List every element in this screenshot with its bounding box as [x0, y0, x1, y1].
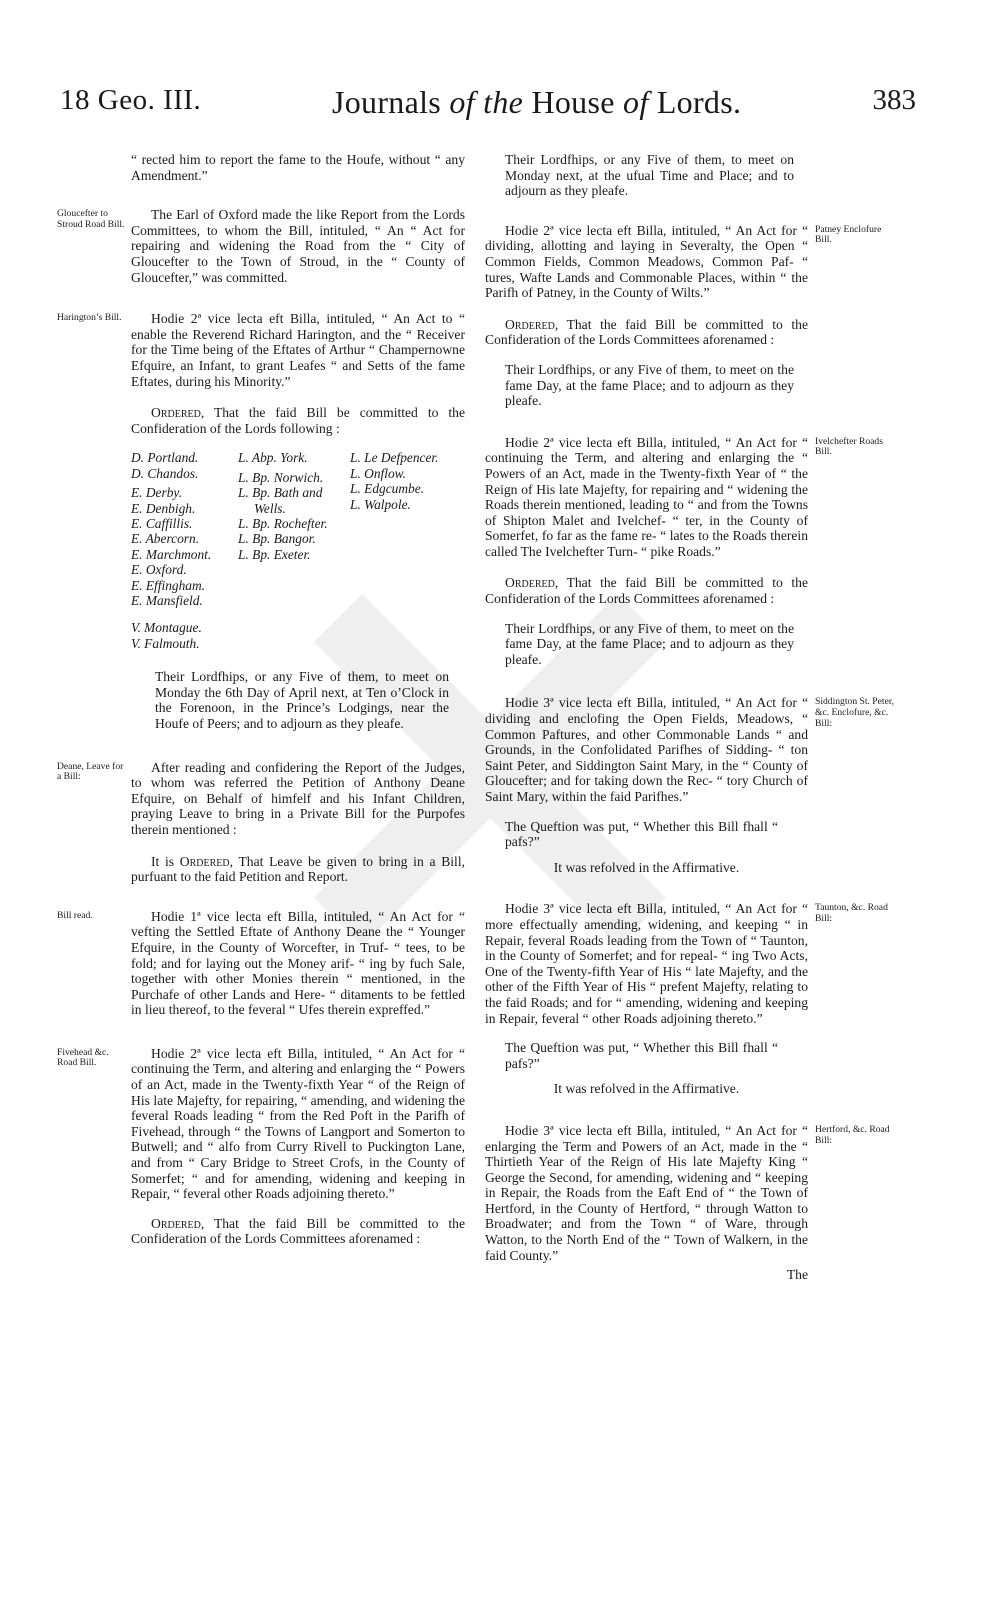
margin-note-siddington: Siddington St. Peter, &c. Enclofure, &c. Bill: [815, 696, 895, 729]
lord-name: V. Montague. [131, 620, 202, 636]
margin-note-deane: Deane, Leave for a Bill: [57, 760, 124, 783]
margin-note-harington: Harington’s Bill. [57, 312, 122, 324]
right-column [485, 152, 895, 1283]
resolved-paragraph-1: It was refolved in the Affirmative. [553, 859, 740, 875]
fivehead-entry [57, 1045, 465, 1202]
lords-col-1 [131, 450, 238, 651]
running-title: Journals of the House of Lords. [332, 84, 742, 120]
deane-bill-entry [57, 908, 465, 1018]
gloucester-entry [57, 207, 465, 285]
lord-name: L. Bp. Bath and [238, 485, 323, 501]
deane-paragraph: After reading and confidering the Report of the Judges, to whom was referred the Petition of Anthony Deane Efquire, on Behalf of himfelf and his Infant Children, praying Leave to bring in a Private Bill for the Purpofes therein mentioned : [131, 759, 465, 837]
margin-note-bill-read: Bill read. [57, 909, 93, 921]
lord-name: E. Caffillis. [131, 515, 193, 531]
lords-col-2 [238, 450, 350, 651]
ordered-paragraph-1: Ordered, That the faid Bill be committed to the Confideration of the Lords following : [131, 405, 465, 436]
ordered-paragraph-2: Ordered, That the faid Bill be committed to the Confideration of the Lords Committees aforenamed : [131, 1215, 465, 1247]
meeting-paragraph-right: Their Lordfhips, or any Five of them, to meet on Monday next, at the ufual Time and Place; and to adjourn as they pleafe. [505, 152, 794, 199]
meeting-paragraph-3: Their Lordfhips, or any Five of them, to meet on the fame Day, at the fame Place; and to adjourn as they pleafe. [505, 620, 794, 667]
harington-paragraph: Hodie 2ª vice lecta eft Billa, intituled, “ An Act to “ enable the Reverend Richard Harington, and the “ Receiver for the Time being of the Eftates of Arthur “ Champernowne Efquire, an Infant, to grant Leafes “ and Setts of the fame Eftates, during his Minority.” [131, 311, 465, 389]
ordered-leave-paragraph: It is Ordered, That Leave be given to bring in a Bill, purfuant to the faid Petition and Report. [131, 853, 465, 885]
gloucester-paragraph: The Earl of Oxford made the like Report from the Lords Committees, to whom the Bill, intituled, “ An “ Act for repairing and widening the Road from the “ City of Gloucefter to the Town of Stroud, in the “ County of Gloucefter,” was committed. [131, 207, 465, 285]
lord-name: E. Derby. [131, 485, 182, 501]
lord-name: Wells. [254, 500, 286, 516]
catchword: The [786, 1267, 808, 1283]
margin-note-taunton: Taunton, &c. Road Bill: [815, 902, 888, 924]
patney-paragraph: Hodie 2ª vice lecta eft Billa, intituled, “ An Act for “ dividing, allotting and laying in Severalty, the Open “ Common Fields, Common Meadows, Common Paf- “ tures, Wafte Lands and Commonable Places, within “ the Parifh of Patney, in the County of Wilts.” [485, 222, 808, 301]
margin-note-patney: Patney Enclofure Bill. [815, 223, 882, 246]
ordered-paragraph-3: Ordered, That the faid Bill be committed to the Confideration of the Lords Committees aforenamed : [485, 316, 808, 348]
lord-name: L. Walpole. [350, 496, 411, 512]
lord-name: E. Mansfield. [131, 592, 203, 608]
meeting-paragraph-2: Their Lordfhips, or any Five of them, to meet on the fame Day, at the fame Place; and to adjourn as they pleafe. [505, 361, 794, 409]
lord-name: D. Chandos. [131, 465, 199, 481]
margin-note-fivehead: Fivehead &c. Road Bill. [57, 1046, 109, 1069]
deane-bill-paragraph: Hodie 1ª vice lecta eft Billa, intituled, “ An Act for “ vefting the Settled Eftate of Anthony Deane the “ Younger Efquire, in the County of Worcefter, in Truf- “ tees, to be fold; and for laying out the Money arif- “ ing by fuch Sale, together with other Monies therein “ mentioned, in the Purchafe of other Lands and Here- “ ditaments to be fettled in lieu thereof, to the feveral “ Ufes therein expreffed.” [131, 908, 465, 1018]
lord-name: V. Falmouth. [131, 635, 200, 651]
margin-note-hertford: Hertford, &c. Road Bill: [815, 1123, 890, 1146]
lord-name: L. Abp. York. [238, 450, 308, 466]
fivehead-paragraph: Hodie 2ª vice lecta eft Billa, intituled, “ An Act for “ continuing the Term, and altering and enlarging the “ Powers of an Act, made in the Twenty-fixth Year “ of the Reign of His late Majefty, for repairing, “ amending, and widening the feveral Roads leading “ from the Red Poft in the Parifh of Fivehead, through “ the Towns of Langport and Somerton to Butwell; and “ alfo from Curry Rivell to Puckington Lane, and from “ Cary Bridge to Street Crofs, in the County of Somerfet; “ and for amending, widening and keeping in Repair, “ feveral other Roads adjoining thereto.” [131, 1045, 465, 1202]
lord-name: L. Le Defpencer. [350, 450, 439, 466]
hertford-paragraph: Hodie 3ª vice lecta eft Billa, intituled, “ An Act for “ enlarging the Term and Powers of an Act, made in the “ Thirtieth Year of the Reign of His late Majefty King “ George the Second, for amending, widening and “ keeping in Repair, the Roads from the Eaft End of “ the Town of Hertford, in the County of Hertford, “ through Watton to Broadwater; and from the Town “ of Ware, through Watton, to the North End of the “ Town of Walkern, in the faid County.” [485, 1122, 808, 1263]
lord-name: L. Bp. Norwich. [238, 469, 324, 485]
lord-name: L. Bp. Rochefter. [238, 515, 328, 531]
left-column [57, 152, 465, 1247]
taunton-paragraph: Hodie 3ª vice lecta eft Billa, intituled, “ An Act for “ more effectually amending, widening, and keeping “ in Repair, feveral Roads leading from the Town of “ Taunton, in the County of Somerfet; and for repeal- “ ing Two Acts, One of the Twenty-fifth Year of His “ late Majefty, and the other of the Fifth Year of His “ prefent Majefty, relating to the faid Roads; and for “ amending, widening and keeping in Repair, feveral “ other Roads adjoining thereto.” [485, 901, 808, 1026]
question-paragraph-2: The Queftion was put, “ Whether this Bill fhall “ pafs?” [505, 1040, 778, 1071]
lord-name: L. Onflow. [350, 465, 406, 481]
lord-name: D. Portland. [131, 450, 199, 466]
lords-list [131, 450, 465, 651]
taunton-entry [485, 901, 888, 1026]
meeting-paragraph: Their Lordfhips, or any Five of them, to meet on Monday the 6th Day of April next, at Ten o’Clock in the Forenoon, in the Prince’s Lodgings, near the Houfe of Peers; and to adjourn as they pleafe. [155, 669, 449, 731]
ivelchester-paragraph: Hodie 2ª vice lecta eft Billa, intituled, “ An Act for “ continuing the Term, and altering and enlarging the “ Powers of an Act, made in the Twenty-fixth Year of “ the Reign of His late Majefty, for repairing and “ widening the Roads therein mentioned, leading to “ and from the Towns of Shipton Malet and Ivelchef- “ ter, in the County of Somerfet, fo far as the fame re- “ lates to the Roads therein called The Ivelchefter Turn- “ pike Roads.” [485, 434, 808, 559]
lord-name: E. Oxford. [131, 562, 187, 578]
regnal-year: 18 Geo. III. [60, 84, 202, 116]
hertford-entry [485, 1122, 890, 1263]
lord-name: E. Abercorn. [131, 531, 200, 547]
siddington-paragraph: Hodie 3ª vice lecta eft Billa, intituled, “ An Act for “ dividing and enclofing the Open Fields, Meadows, “ Common Paftures, and other Commonable Lands “ and Grounds, in the Confolidated Parifhes of Sidding- “ ton Saint Peter, and Siddington Saint Mary, in the “ County of Gloucefter; and for taking down the Rec- “ tory Church of Saint Mary, within the faid Parifhes.” [485, 695, 808, 804]
lord-name: E. Effingham. [131, 577, 206, 593]
question-paragraph-1: The Queftion was put, “ Whether this Bill fhall “ pafs?” [505, 818, 778, 850]
lords-col-3 [350, 450, 462, 651]
lord-name: E. Marchmont. [131, 546, 212, 562]
harington-entry [57, 311, 465, 389]
ivelchester-entry [485, 434, 883, 560]
lord-name: L. Bp. Exeter. [238, 546, 311, 562]
deane-entry [57, 759, 465, 838]
continuation-paragraph: “ rected him to report the fame to the Houfe, without “ any Amendment.” [131, 152, 465, 183]
siddington-entry [485, 695, 895, 804]
resolved-paragraph-2: It was refolved in the Affirmative. [553, 1081, 740, 1097]
page-header [56, 84, 916, 128]
margin-note-ivelchester: Ivelchefter Roads Bill. [815, 435, 883, 458]
page-number: 383 [872, 84, 916, 116]
lord-name: L. Bp. Bangor. [238, 531, 316, 547]
ordered-paragraph-4: Ordered, That the faid Bill be committed to the Confideration of the Lords Committees aforenamed : [485, 575, 808, 607]
lord-name: L. Edgcumbe. [350, 481, 425, 497]
patney-entry [485, 222, 882, 301]
margin-note-gloucester: Gloucefter to Stroud Road Bill. [57, 208, 125, 230]
lord-name: E. Denbigh. [131, 500, 196, 516]
